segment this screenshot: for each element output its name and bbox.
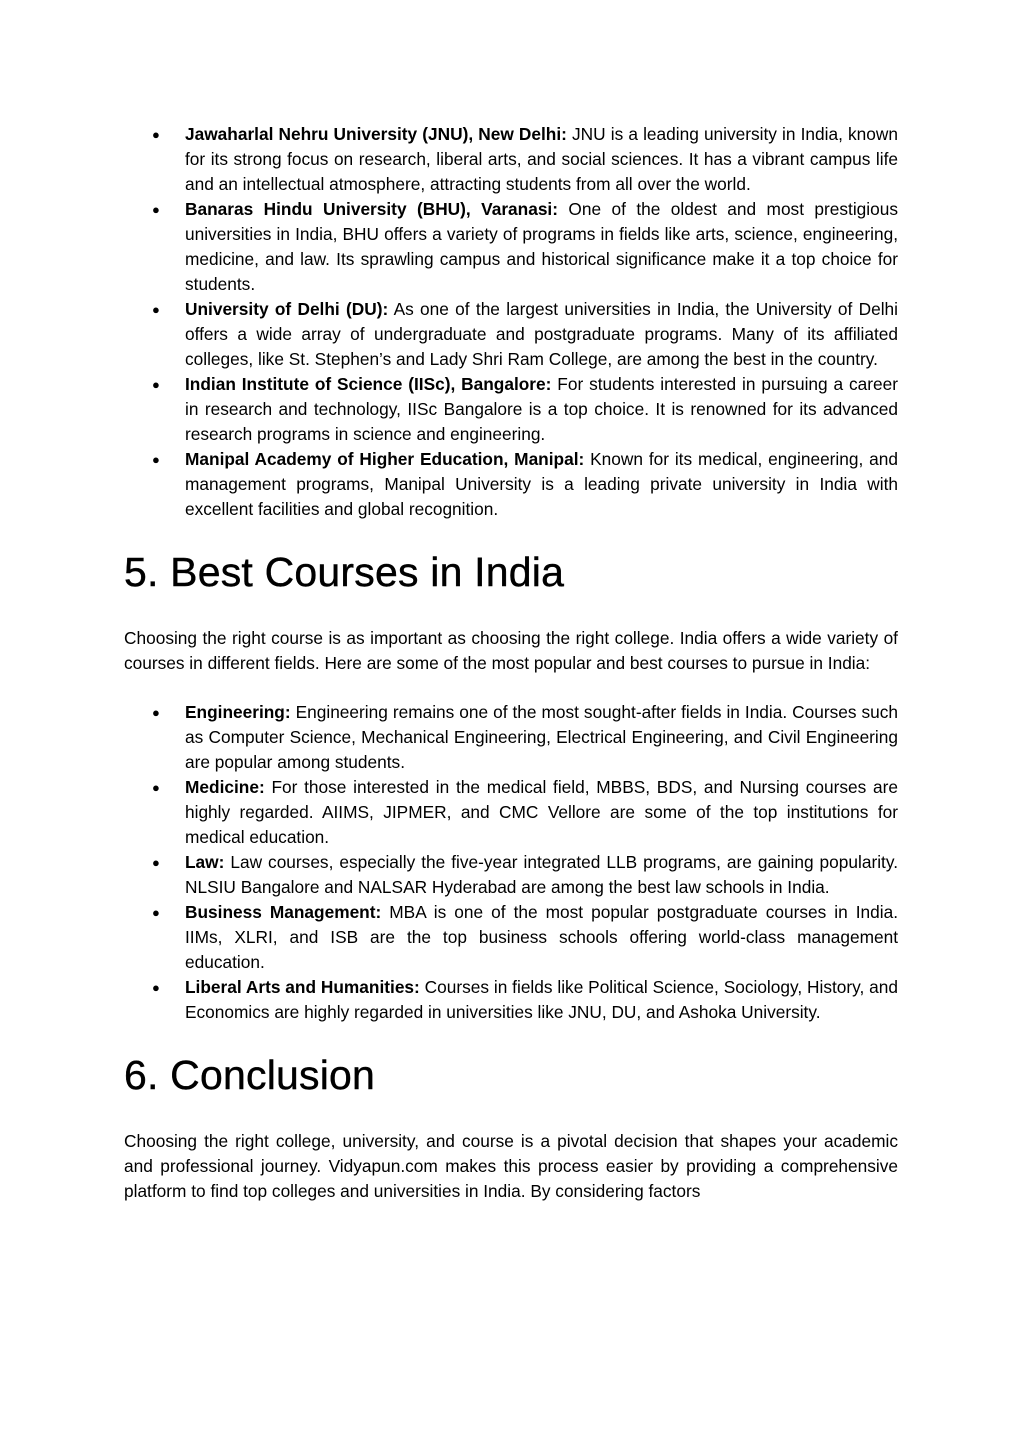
item-title: Manipal Academy of Higher Education, Manipal: bbox=[185, 449, 585, 469]
item-title: Law: bbox=[185, 852, 225, 872]
bullet-icon: ● bbox=[152, 127, 160, 142]
list-item bbox=[152, 122, 898, 197]
bullet-icon: ● bbox=[152, 302, 160, 317]
list-item bbox=[152, 975, 898, 1025]
courses-list bbox=[124, 700, 898, 1025]
item-text: Engineering remains one of the most sought-after fields in India. Courses such as Computer Science, Mechanical Engineering, Electrical Engineering, and Civil Engineering are popular among students. bbox=[185, 702, 898, 772]
bullet-icon: ● bbox=[152, 452, 160, 467]
bullet-icon: ● bbox=[152, 377, 160, 392]
item-title: Medicine: bbox=[185, 777, 265, 797]
item-title: University of Delhi (DU): bbox=[185, 299, 389, 319]
item-text: For students interested in pursuing a career in research and technology, IISc Bangalore is a top choice. It is renowned for its advanced research programs in science and engineering. bbox=[185, 374, 898, 444]
item-text: Law courses, especially the five-year integrated LLB programs, are gaining popularity. NLSIU Bangalore and NALSAR Hyderabad are among the best law schools in India. bbox=[185, 852, 898, 897]
list-item bbox=[152, 372, 898, 447]
item-title: Banaras Hindu University (BHU), Varanasi: bbox=[185, 199, 558, 219]
item-text: MBA is one of the most popular postgraduate courses in India. IIMs, XLRI, and ISB are the top business schools offering world-class management education. bbox=[185, 902, 898, 972]
university-list bbox=[124, 122, 898, 522]
bullet-icon: ● bbox=[152, 905, 160, 920]
list-item bbox=[152, 900, 898, 975]
bullet-icon: ● bbox=[152, 705, 160, 720]
bullet-icon: ● bbox=[152, 855, 160, 870]
list-item bbox=[152, 297, 898, 372]
item-title: Indian Institute of Science (IISc), Bangalore: bbox=[185, 374, 552, 394]
courses-intro-paragraph: Choosing the right course is as important as choosing the right college. India offers a wide variety of courses in different fields. Here are some of the most popular and best courses to pursue in India: bbox=[124, 628, 898, 673]
document-page bbox=[124, 122, 898, 1204]
conclusion-paragraph: Choosing the right college, university, and course is a pivotal decision that shapes your academic and professional journey. Vidyapun.com makes this process easier by providing a comprehensive platform to find top colleges and universities in India. By considering factors bbox=[124, 1131, 898, 1201]
list-item bbox=[152, 775, 898, 850]
section-heading-conclusion: 6. Conclusion bbox=[124, 1052, 376, 1098]
item-text: Courses in fields like Political Science, Sociology, History, and Economics are highly regarded in universities like JNU, DU, and Ashoka University. bbox=[185, 977, 898, 1022]
list-item bbox=[152, 700, 898, 775]
item-title: Engineering: bbox=[185, 702, 291, 722]
item-text: One of the oldest and most prestigious universities in India, BHU offers a variety of programs in fields like arts, science, engineering, medicine, and law. Its sprawling campus and historical significance make it a top choice for students. bbox=[185, 199, 898, 294]
item-text: As one of the largest universities in India, the University of Delhi offers a wide array of undergraduate and postgraduate programs. Many of its affiliated colleges, like St. Stephen’s and Lady Shri Ram College, are among the best in the country. bbox=[185, 299, 898, 369]
item-text: JNU is a leading university in India, known for its strong focus on research, liberal arts, and social sciences. It has a vibrant campus life and an intellectual atmosphere, attracting students from all over the world. bbox=[185, 124, 898, 194]
item-text: For those interested in the medical field, MBBS, BDS, and Nursing courses are highly regarded. AIIMS, JIPMER, and CMC Vellore are some of the top institutions for medical education. bbox=[185, 777, 898, 847]
section-heading-courses: 5. Best Courses in India bbox=[124, 549, 565, 595]
list-item bbox=[152, 447, 898, 522]
bullet-icon: ● bbox=[152, 202, 160, 217]
item-title: Jawaharlal Nehru University (JNU), New Delhi: bbox=[185, 124, 567, 144]
item-text: Known for its medical, engineering, and management programs, Manipal University is a leading private university in India with excellent facilities and global recognition. bbox=[185, 449, 898, 519]
list-item bbox=[152, 197, 898, 297]
bullet-icon: ● bbox=[152, 780, 160, 795]
item-title: Business Management: bbox=[185, 902, 382, 922]
bullet-icon: ● bbox=[152, 980, 160, 995]
item-title: Liberal Arts and Humanities: bbox=[185, 977, 420, 997]
list-item bbox=[152, 850, 898, 900]
